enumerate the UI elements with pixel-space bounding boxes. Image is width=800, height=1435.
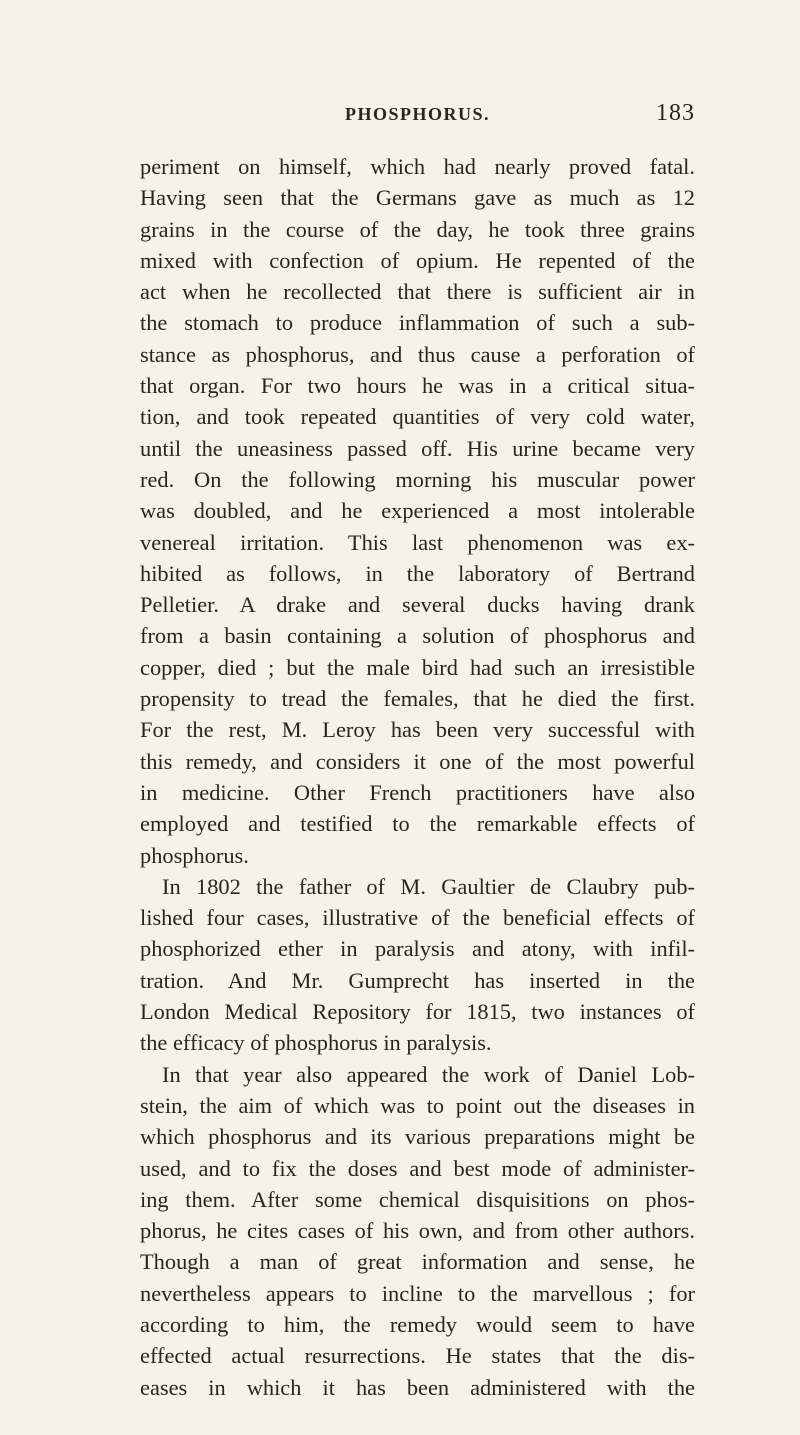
text-line: Though a man of great information and sense, he [140, 1249, 695, 1275]
text-line: phorus, he cites cases of his own, and from other authors. [140, 1218, 695, 1244]
text-line: act when he recollected that there is sufficient air in [140, 279, 695, 305]
text-line: from a basin containing a solution of phosphorus and [140, 623, 695, 649]
text-line: tration. And Mr. Gumprecht has inserted in the [140, 967, 695, 993]
text-line: employed and testified to the remarkable effects of [140, 811, 695, 837]
running-title: PHOSPHORUS. [344, 104, 490, 124]
body-text [140, 151, 695, 1403]
text-line: in medicine. Other French practitioners have also [140, 779, 695, 805]
text-line: was doubled, and he experienced a most intolerable [140, 498, 695, 524]
text-line: venereal irritation. This last phenomenon was ex- [140, 529, 695, 555]
text-line: nevertheless appears to incline to the marvellous ; for [140, 1280, 695, 1306]
text-line: according to him, the remedy would seem to have [140, 1311, 695, 1337]
text-line: until the uneasiness passed off. His urine became very [140, 435, 695, 461]
text-line: periment on himself, which had nearly proved fatal. [140, 154, 695, 179]
text-line: eases in which it has been administered with the [140, 1374, 695, 1400]
text-line: phosphorized ether in paralysis and atony, with infil- [140, 936, 695, 962]
paragraph-start-line: In 1802 the father of M. Gaultier de Claubry pub- [162, 873, 695, 899]
text-line: For the rest, M. Leroy has been very successful with [140, 717, 695, 743]
text-line: ing them. After some chemical disquisitions on phos- [140, 1186, 695, 1212]
text-line: London Medical Repository for 1815, two instances of [140, 999, 695, 1025]
text-line: copper, died ; but the male bird had such an irresistible [140, 654, 695, 680]
text-line: stance as phosphorus, and thus cause a perforation of [140, 341, 695, 367]
text-line: the stomach to produce inflammation of such a sub- [140, 310, 695, 336]
text-line: used, and to fix the doses and best mode of administer- [140, 1155, 695, 1181]
text-line: this remedy, and considers it one of the most powerful [140, 748, 695, 774]
text-line: propensity to tread the females, that he died the first. [140, 686, 695, 712]
text-line: Pelletier. A drake and several ducks having drank [140, 592, 695, 618]
text-line: stein, the aim of which was to point out the diseases in [140, 1092, 695, 1118]
paragraph-end-line: phosphorus. [140, 842, 249, 868]
text-line: effected actual resurrections. He states that the dis- [140, 1343, 695, 1369]
paragraph-start-line: In that year also appeared the work of Daniel Lob- [162, 1061, 695, 1087]
text-line: that organ. For two hours he was in a critical situa- [140, 373, 695, 399]
page-number: 183 [656, 100, 695, 126]
text-line: grains in the course of the day, he took three grains [140, 216, 695, 242]
text-line: red. On the following morning his muscular power [140, 466, 695, 492]
paragraph-end-line: the efficacy of phosphorus in paralysis. [140, 1030, 492, 1056]
text-line: lished four cases, illustrative of the beneficial effects of [140, 905, 695, 931]
text-line: which phosphorus and its various preparations might be [140, 1124, 695, 1150]
text-line: mixed with confection of opium. He repented of the [140, 247, 695, 273]
text-line: tion, and took repeated quantities of very cold water, [140, 404, 695, 430]
running-header [140, 100, 695, 134]
text-line: hibited as follows, in the laboratory of Bertrand [140, 560, 695, 586]
text-line: Having seen that the Germans gave as much as 12 [140, 185, 695, 211]
